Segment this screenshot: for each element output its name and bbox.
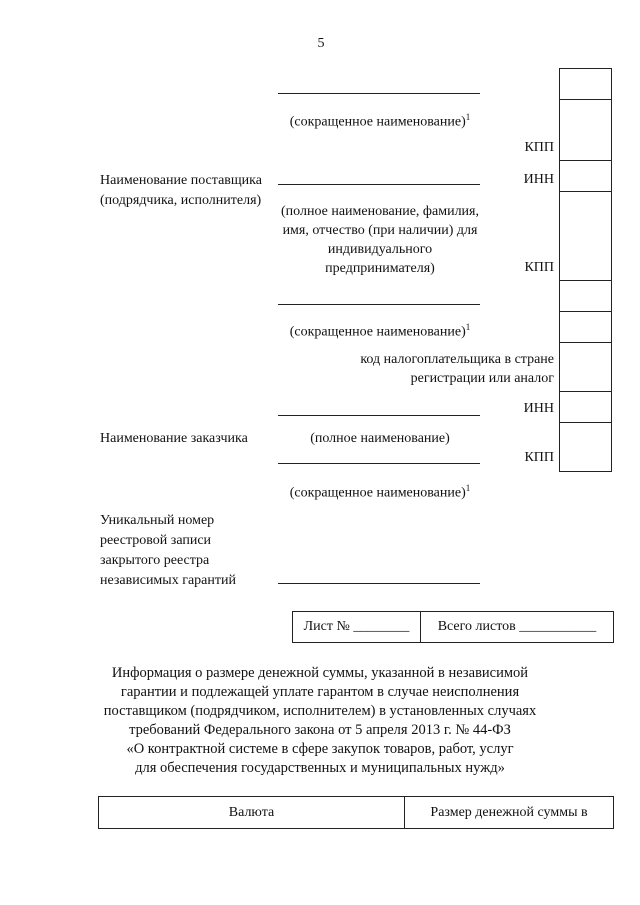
code-box-spacer [559, 311, 612, 343]
code-box-kpp-1b [559, 99, 612, 161]
info-line-1: Информация о размере денежной суммы, указанной в независимой [111, 665, 529, 681]
supplier-short-name-line-top [278, 93, 480, 94]
code-box-kpp-1 [559, 68, 612, 100]
customer-full-name-caption: (полное наименование) [310, 431, 450, 446]
table-header-amount: Размер денежной суммы в [430, 804, 588, 820]
code-box-kpp-2 [559, 191, 612, 281]
customer-name-line-bottom [278, 463, 480, 464]
foreign-code-label: код налогоплательщика в стране регистрации или аналог [360, 352, 554, 386]
table-header-currency: Валюта [99, 797, 405, 828]
customer-short-name-caption: (сокращенное наименование)$^1$ [289, 483, 471, 501]
supplier-full-name-line [278, 184, 480, 185]
info-line-3: поставщиком (подрядчиком, исполнителем) в установленных случаях [103, 703, 537, 719]
supplier-label: Наименование поставщика (подрядчика, исполнителя) [100, 173, 262, 208]
sheet-no-cell: Лист № ________ [293, 612, 421, 642]
kpp-label-1: КПП [524, 140, 554, 155]
info-line-6: для обеспечения государственных и муниципальных нужд» [135, 760, 505, 776]
info-title [100, 664, 540, 778]
supplier-short-name-caption-2: (сокращенное наименование)$^1$ [289, 322, 471, 340]
kpp-label-customer: КПП [524, 450, 554, 465]
info-line-2: гарантии и подлежащей уплате гарантом в случае неисполнения [120, 684, 520, 700]
sheet-row [292, 611, 614, 643]
code-box-kpp-2b [559, 280, 612, 312]
code-box-inn-customer [559, 391, 612, 423]
info-line-4: требований Федерального закона от 5 апреля 2013 г. № 44-ФЗ [129, 722, 511, 738]
inn-label-supplier: ИНН [523, 172, 554, 187]
code-box-foreign [559, 342, 612, 392]
total-sheets-cell: Всего листов ___________ [437, 619, 597, 634]
supplier-short-name-line-2 [278, 304, 480, 305]
page-number: 5 [317, 36, 325, 51]
inn-label-customer: ИНН [523, 401, 554, 416]
customer-name-line-top [278, 415, 480, 416]
amount-table-header [98, 796, 614, 829]
supplier-short-name-caption: (сокращенное наименование)$^1$ [289, 112, 471, 130]
kpp-label-2: КПП [524, 260, 554, 275]
customer-label: Наименование заказчика [100, 431, 248, 446]
info-line-5: «О контрактной системе в сфере закупок товаров, работ, услуг [126, 741, 514, 757]
code-box-kpp-customer [559, 422, 612, 472]
registry-label: Уникальный номер реестровой записи закрытого реестра независимых гарантий [100, 513, 236, 588]
code-box-inn-supplier [559, 160, 612, 192]
supplier-full-name-caption: (полное наименование, фамилия, имя, отчество (при наличии) для индивидуального предпринимателя) [281, 204, 479, 276]
registry-line [278, 583, 480, 584]
